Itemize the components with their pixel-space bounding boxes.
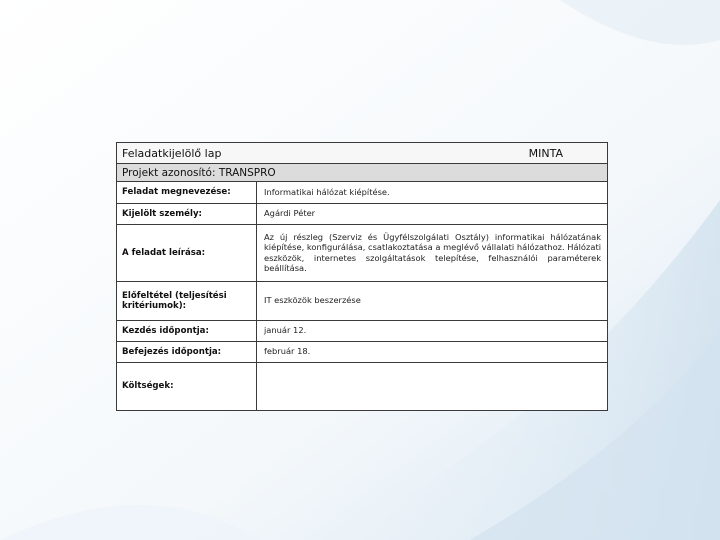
sheet-title: Feladatkijelölő lap bbox=[122, 147, 222, 160]
task-name-value: Informatikai hálózat kiépítése. bbox=[257, 182, 608, 203]
start-date-label: Kezdés időpontja: bbox=[117, 320, 257, 341]
description-label: A feladat leírása: bbox=[117, 224, 257, 281]
project-id-bar: Projekt azonosító: TRANSPRO bbox=[117, 164, 607, 182]
prerequisite-value: IT eszközök beszerzése bbox=[257, 281, 608, 320]
start-date-value: január 12. bbox=[257, 320, 608, 341]
prerequisite-label: Előfeltétel (teljesítési kritériumok): bbox=[117, 281, 257, 320]
costs-label: Költségek: bbox=[117, 362, 257, 410]
table-row bbox=[117, 224, 607, 281]
task-name-label: Feladat megnevezése: bbox=[117, 182, 257, 203]
table-row bbox=[117, 362, 607, 410]
table-row bbox=[117, 281, 607, 320]
end-date-value: február 18. bbox=[257, 341, 608, 362]
task-assignment-sheet bbox=[116, 142, 608, 411]
table-row bbox=[117, 203, 607, 224]
description-value: Az új részleg (Szerviz és Ügyfélszolgálati Osztály) informatikai hálózatának kiépítése, konfigurálása, csatlakoztatása a meglévő vállalati hálózathoz. Hálózati eszközök, internetes szolgáltatások telepítése, felhasználói paraméterek beállítása. bbox=[257, 224, 608, 281]
assignee-label: Kijelölt személy: bbox=[117, 203, 257, 224]
assignee-value: Agárdi Péter bbox=[257, 203, 608, 224]
sheet-header bbox=[117, 143, 607, 164]
task-details-table bbox=[117, 182, 607, 410]
end-date-label: Befejezés időpontja: bbox=[117, 341, 257, 362]
table-row bbox=[117, 182, 607, 203]
table-row bbox=[117, 341, 607, 362]
sample-tag: MINTA bbox=[528, 147, 563, 160]
table-row bbox=[117, 320, 607, 341]
costs-value bbox=[257, 362, 608, 410]
